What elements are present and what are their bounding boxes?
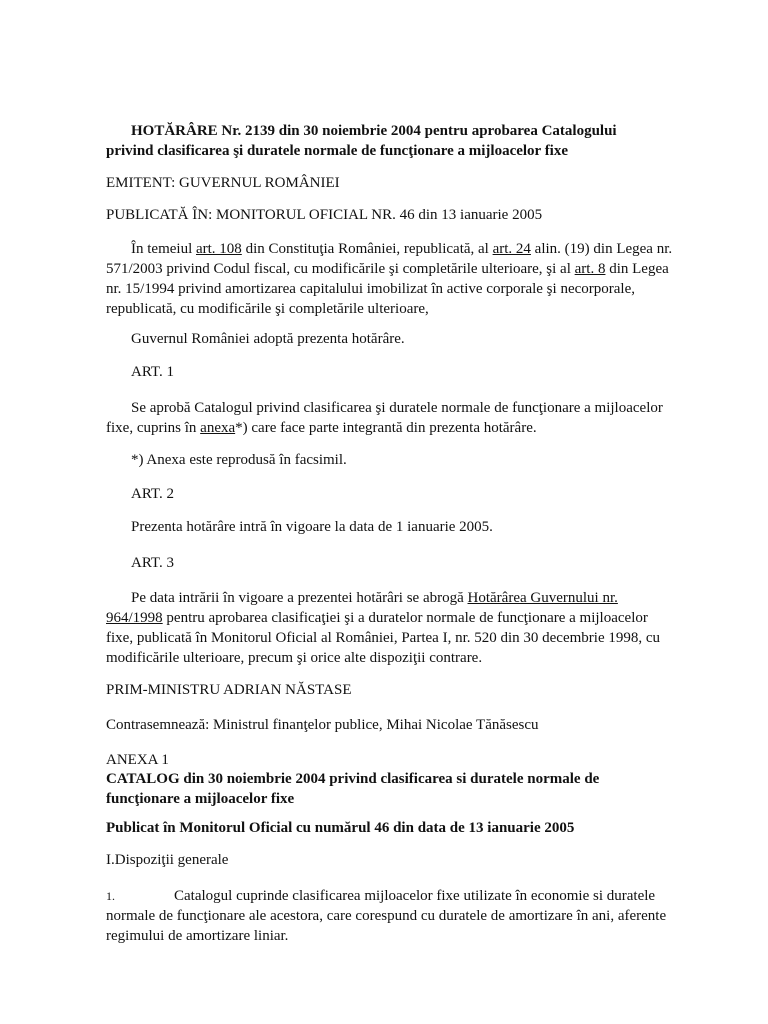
publicata-line: PUBLICATĂ ÎN: MONITORUL OFICIAL NR. 46 din 13 ianuarie 2005	[106, 207, 543, 223]
numbered-item-1	[106, 886, 676, 946]
item-number: 1.	[106, 889, 115, 903]
art-3-heading: ART. 3	[131, 555, 174, 571]
art-1-note: *) Anexa este reprodusă în facsimil.	[131, 452, 347, 468]
art-1-paragraph: Se aprobă Catalogul privind clasificarea şi duratele normale de funcţionare a mijloacelor fixe, cuprins în anexa*) care face parte integrantă din prezenta hotărâre.	[106, 400, 663, 436]
link-art-108[interactable]: art. 108	[195, 241, 242, 257]
emitent-line: EMITENT: GUVERNUL ROMÂNIEI	[106, 175, 340, 191]
art-1-heading: ART. 1	[131, 364, 174, 380]
anexa-title: CATALOG din 30 noiembrie 2004 privind clasificarea si duratele normale de funcţionare a mijloacelor fixe	[106, 771, 600, 807]
anexa-label: ANEXA 1	[106, 752, 169, 768]
art-2-paragraph: Prezenta hotărâre intră în vigoare la data de 1 ianuarie 2005.	[131, 519, 493, 535]
link-art-8[interactable]: art. 8	[574, 261, 606, 277]
item-text: Catalogul cuprinde clasificarea mijloacelor fixe utilizate în economie si duratele normale de funcţionare ale acestora, care corespund cu duratele de amortizare în ani, aferente regimului de amortizare liniar.	[106, 888, 667, 944]
title-line-1: HOTĂRÂRE Nr. 2139 din 30 noiembrie 2004 pentru aprobarea Catalogului	[131, 123, 617, 139]
link-art-24[interactable]: art. 24	[492, 241, 531, 257]
link-hotararea-guvernului[interactable]: Hotărârea Guvernului nr. 964/1998	[106, 590, 618, 626]
contrasemneaza-line: Contrasemnează: Ministrul finanţelor publice, Mihai Nicolae Tănăsescu	[106, 717, 539, 733]
art-2-heading: ART. 2	[131, 486, 174, 502]
title-line-2: privind clasificarea şi duratele normale de funcţionare a mijloacelor fixe	[106, 143, 569, 159]
preamble-paragraph: În temeiul art. 108 din Constituţia României, republicată, al art. 24 alin. (19) din Legea nr. 571/2003 privind Codul fiscal, cu modificările şi completările ulterioare, şi al art. 8 din Legea nr. 15/1994 privind amortizarea capitalului imobilizat în active corporale şi necorporale, republicată, cu modificările şi completările ulterioare,	[106, 241, 673, 317]
art-3-paragraph: Pe data intrării în vigoare a prezentei hotărâri se abrogă Hotărârea Guvernului nr. 964/1998 pentru aprobarea clasificaţiei şi a duratelor normale de funcţionare a mijloacelor fixe, publicată în Monitorul Oficial al României, Partea I, nr. 520 din 30 decembrie 1998, cu modificările ulterioare, precum şi orice alte dispoziţii contrare.	[106, 590, 661, 666]
section-heading: I.Dispoziţii generale	[106, 852, 229, 868]
adopta-paragraph: Guvernul României adoptă prezenta hotărâre.	[131, 331, 405, 347]
link-anexa[interactable]: anexa	[200, 420, 236, 436]
prim-ministru-line: PRIM-MINISTRU ADRIAN NĂSTASE	[106, 682, 352, 698]
document-title	[106, 121, 676, 161]
anexa-publicat-line: Publicat în Monitorul Oficial cu numărul 46 din data de 13 ianuarie 2005	[106, 820, 575, 836]
